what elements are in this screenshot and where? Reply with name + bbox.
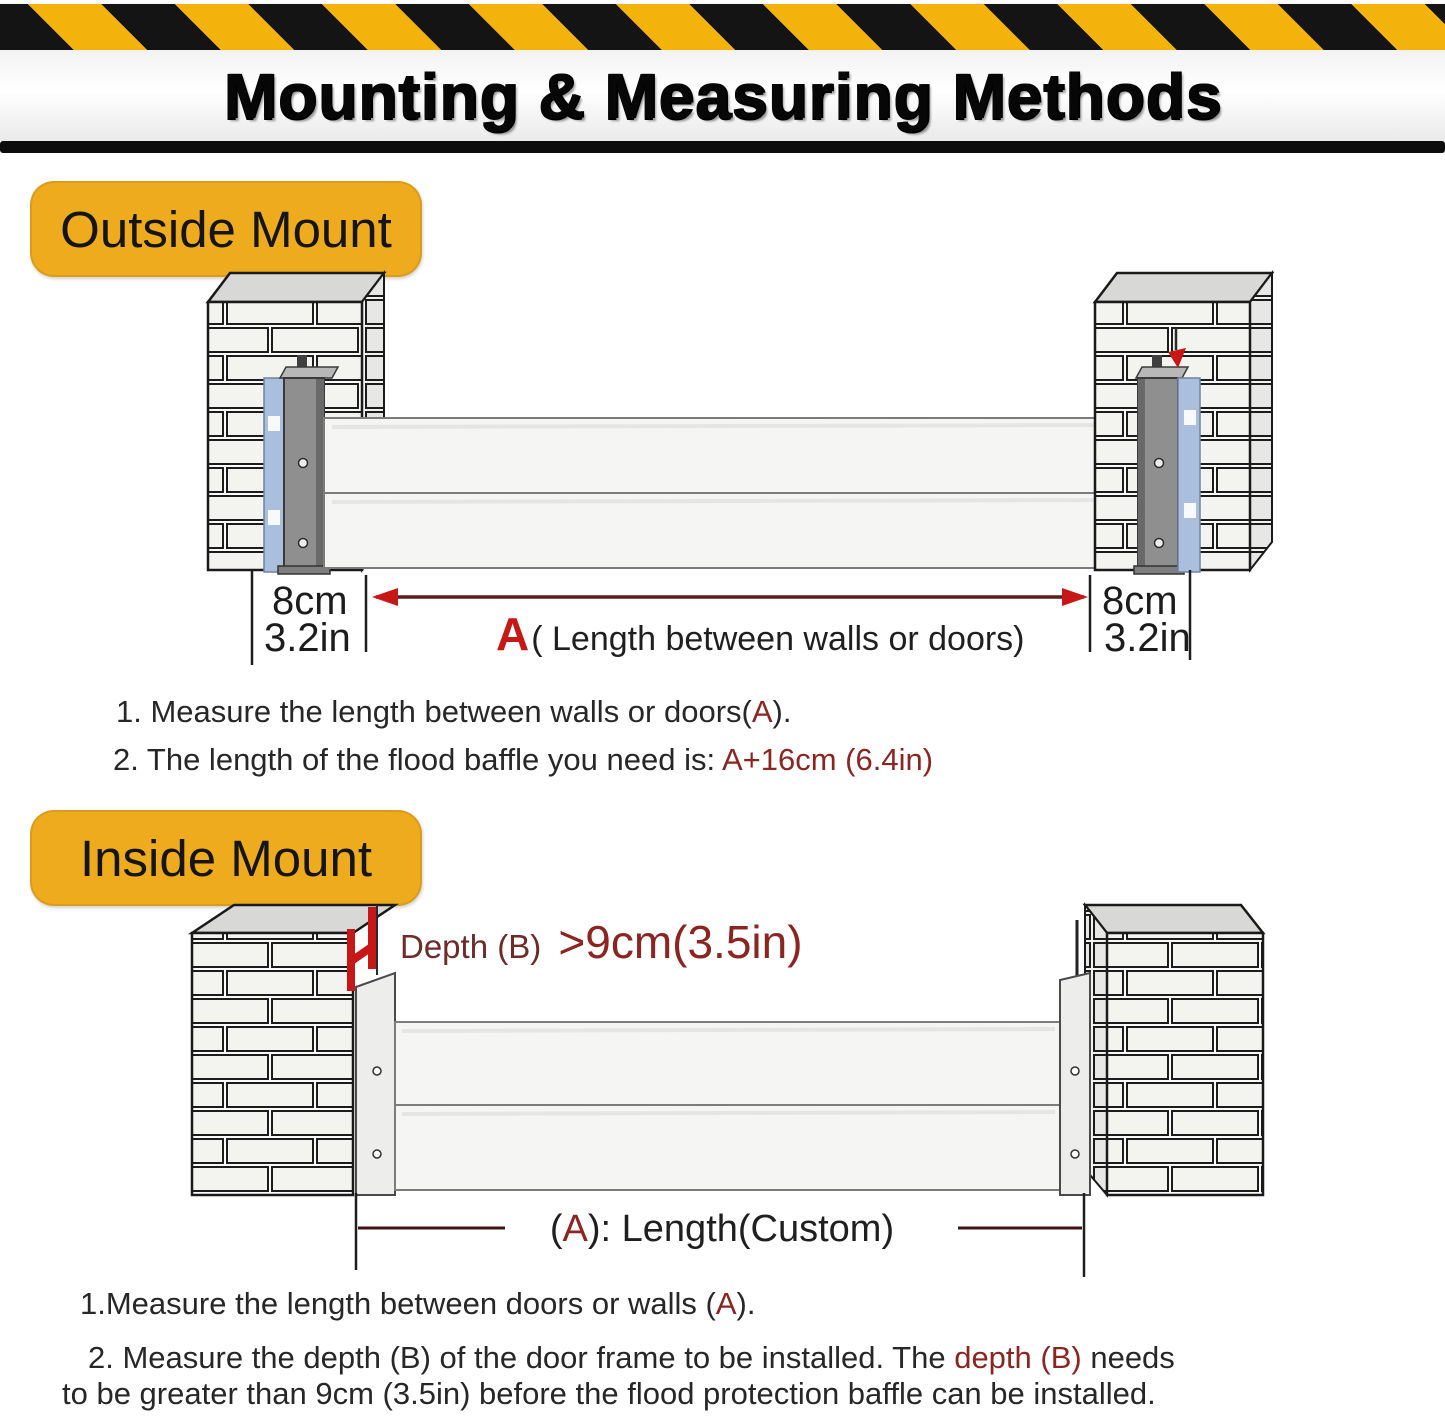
title-band — [0, 50, 1445, 141]
outside-dimensions — [252, 570, 1191, 665]
inside-channel-left — [356, 973, 395, 1195]
seal-gasket-right — [1178, 378, 1200, 572]
flood-barrier-panels — [324, 418, 1212, 569]
brick-pillar-right — [1085, 905, 1263, 1195]
screw-hole — [1071, 1067, 1079, 1075]
variable-a: A — [715, 1286, 737, 1321]
depth-label: Depth (B) >9cm(3.5in) — [400, 916, 803, 968]
inside-mount-diagram — [0, 885, 1445, 1285]
screw-hole — [299, 539, 308, 548]
inside-step-2-line-1: 2. Measure the depth (B) of the door frame to be installed. The depth (B) needs — [88, 1340, 1175, 1375]
title-underline-bar — [0, 141, 1445, 153]
screw-hole — [1071, 1150, 1079, 1158]
inside-step-2-line-2: to be greater than 9cm (3.5in) before the flood protection baffle can be installed. — [62, 1376, 1156, 1411]
variable-a: A — [751, 694, 773, 729]
outside-mount-badge — [30, 181, 422, 277]
formula-highlight: A+16cm (6.4in) — [721, 742, 934, 777]
seal-gasket-left — [264, 378, 284, 572]
depth-highlight: depth (B) — [954, 1340, 1082, 1375]
inside-dimensions — [356, 1193, 1084, 1277]
length-dimension-label: (A): Length(Custom) — [549, 1208, 895, 1250]
screw-hole — [373, 1150, 381, 1158]
hazard-stripe-banner — [0, 4, 1445, 50]
dim-right-in: 3.2in — [1104, 616, 1191, 660]
screw-hole — [373, 1067, 381, 1075]
outside-mount-badge-label: Outside Mount — [60, 200, 392, 258]
dim-left-in: 3.2in — [264, 616, 351, 660]
page-title: Mounting & Measuring Methods — [223, 59, 1222, 132]
flood-barrier-panels — [395, 1022, 1062, 1190]
outside-step-1: 1. Measure the length between walls or doors(A). — [116, 694, 792, 729]
screw-hole — [1155, 459, 1164, 468]
screw-hole — [299, 459, 308, 468]
screw-hole — [1155, 539, 1164, 548]
arrow-head-left — [372, 588, 398, 606]
length-arrow-label: A( Length between walls or doors) — [496, 608, 1025, 660]
inside-mount-badge-label: Inside Mount — [79, 829, 372, 887]
inside-step-1: 1.Measure the length between doors or walls (A). — [80, 1286, 756, 1321]
arrow-head-right — [1062, 588, 1088, 606]
dim-right-cm: 8cm — [1102, 579, 1178, 623]
outside-mount-diagram — [0, 270, 1445, 690]
outside-step-2: 2. The length of the flood baffle you need is: A+16cm (6.4in) — [113, 742, 934, 777]
dim-left-cm: 8cm — [272, 579, 348, 623]
